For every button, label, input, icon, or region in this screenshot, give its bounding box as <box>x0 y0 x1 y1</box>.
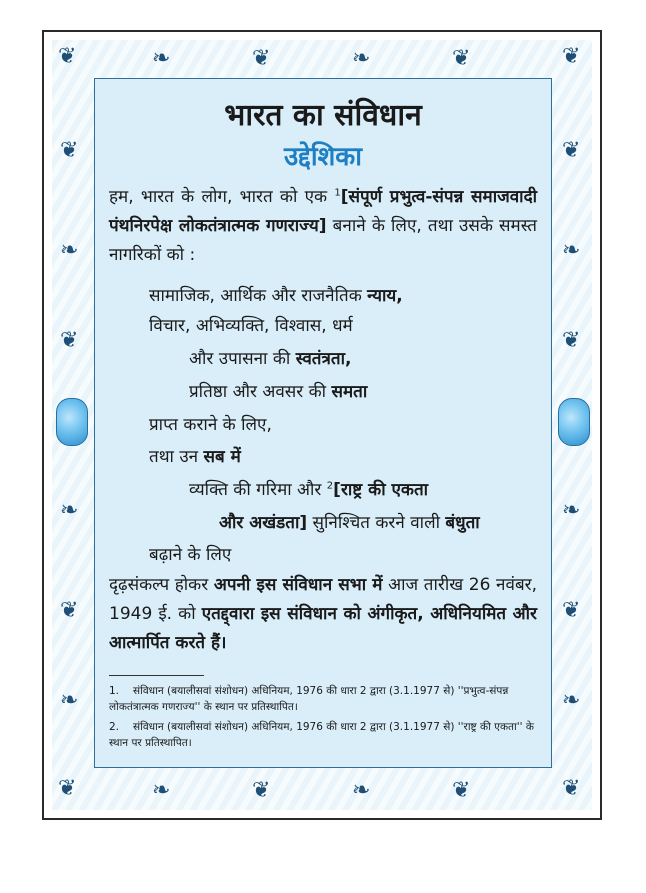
vine-ornament-icon: ❦ <box>252 778 271 803</box>
unity-phrase: [राष्ट्र की एकता <box>333 480 429 500</box>
vine-ornament-icon: ❧ <box>60 688 79 713</box>
line-secure <box>149 412 272 435</box>
assembly-phrase: अपनी इस संविधान सभा में <box>213 575 383 595</box>
line-thought <box>149 313 353 336</box>
vine-ornament-icon: ❧ <box>60 498 79 523</box>
footnote-2 <box>109 719 537 752</box>
vine-ornament-icon: ❦ <box>60 328 79 353</box>
vine-ornament-icon: ❦ <box>562 776 581 801</box>
fraternity-word: बंधुता <box>445 513 480 533</box>
footnote-divider <box>109 675 204 676</box>
vine-ornament-icon: ❦ <box>562 138 581 163</box>
line-text: व्यक्ति की गरिमा और <box>189 480 327 500</box>
left-gem-icon <box>56 398 88 446</box>
footnote-marker-2: 2 <box>326 480 334 492</box>
vine-ornament-icon: ❧ <box>152 46 171 71</box>
vine-ornament-icon: ❦ <box>252 46 271 71</box>
right-gem-icon <box>558 398 590 446</box>
line-fraternity <box>219 510 480 533</box>
line-among-all <box>149 444 241 467</box>
closing-date-text: आज तारीख 26 नवंबर, 1949 ई. को <box>109 575 538 624</box>
vine-ornament-icon: ❦ <box>562 44 581 69</box>
justice-word: न्याय, <box>367 286 403 306</box>
among-all-word: सब में <box>203 447 241 467</box>
line-text: तथा उन <box>149 447 204 467</box>
vine-ornament-icon: ❦ <box>562 328 581 353</box>
vine-ornament-icon: ❦ <box>58 44 77 69</box>
vine-ornament-icon: ❦ <box>562 598 581 623</box>
vine-ornament-icon: ❦ <box>58 776 77 801</box>
page-title: भारत का संविधान <box>224 98 422 133</box>
vine-ornament-icon: ❦ <box>60 598 79 623</box>
preamble-panel <box>94 78 552 768</box>
vine-ornament-icon: ❧ <box>152 778 171 803</box>
footnote-number: 2. <box>109 721 120 733</box>
integrity-phrase: और अखंडता] <box>219 513 308 533</box>
line-justice <box>149 283 403 306</box>
vine-ornament-icon: ❧ <box>562 238 581 263</box>
line-dignity <box>189 477 428 500</box>
vine-ornament-icon: ❧ <box>562 498 581 523</box>
vine-ornament-icon: ❧ <box>352 778 371 803</box>
footnote-number: 1. <box>109 685 120 697</box>
vine-ornament-icon: ❦ <box>452 46 471 71</box>
line-text: सामाजिक, आर्थिक और राजनैतिक <box>149 286 368 306</box>
line-promote <box>149 542 231 565</box>
footnote-text: संविधान (बयालीसवां संशोधन) अधिनियम, 1976 की धारा 2 द्वारा (3.1.1977 से) ''प्रभुत्व-संपन्न लोकतंत्रात्मक गणराज्य'' के स्थान पर प्रतिस्थापित। <box>109 685 509 714</box>
opening-text: हम, भारत के लोग, भारत को एक <box>109 187 335 207</box>
vine-ornament-icon: ❧ <box>60 238 79 263</box>
line-text: बढ़ाने के लिए <box>149 545 232 565</box>
line-equality <box>189 379 367 402</box>
line-text: सुनिश्चित करने वाली <box>307 513 446 533</box>
line-text: विचार, अभिव्यक्ति, विश्वास, धर्म <box>149 316 353 336</box>
line-text: प्रतिष्ठा और अवसर की <box>189 382 332 402</box>
page-subtitle: उद्देशिका <box>284 142 362 172</box>
vine-ornament-icon: ❧ <box>562 688 581 713</box>
footnote-marker-1: 1 <box>334 187 341 199</box>
preamble-opening <box>109 183 537 270</box>
liberty-word: स्वतंत्रता, <box>295 349 352 369</box>
vine-ornament-icon: ❦ <box>452 778 471 803</box>
line-text: प्राप्त कराने के लिए, <box>149 415 272 435</box>
preamble-closing <box>109 571 537 658</box>
republic-phrase: [संपूर्ण प्रभुत्व-संपन्न समाजवादी पंथनिरपेक्ष लोकतंत्रात्मक गणराज्य] <box>109 187 538 236</box>
line-liberty <box>189 346 351 369</box>
footnote-text: संविधान (बयालीसवां संशोधन) अधिनियम, 1976 की धारा 2 द्वारा (3.1.1977 से) ''राष्ट्र की एकता'' के स्थान पर प्रतिस्थापित। <box>109 721 534 750</box>
equality-word: समता <box>331 382 368 402</box>
adopt-phrase: एतद्द्वारा इस संविधान को अंगीकृत, अधिनियमित और आत्मार्पित करते हैं। <box>109 603 538 653</box>
opening-text-end: बनाने के लिए, तथा उसके समस्त नागरिकों को : <box>109 215 537 265</box>
line-text: और उपासना की <box>189 349 296 369</box>
closing-text: दृढ़संकल्प होकर <box>109 575 214 595</box>
vine-ornament-icon: ❧ <box>352 46 371 71</box>
vine-ornament-icon: ❦ <box>60 138 79 163</box>
footnote-1 <box>109 683 537 716</box>
